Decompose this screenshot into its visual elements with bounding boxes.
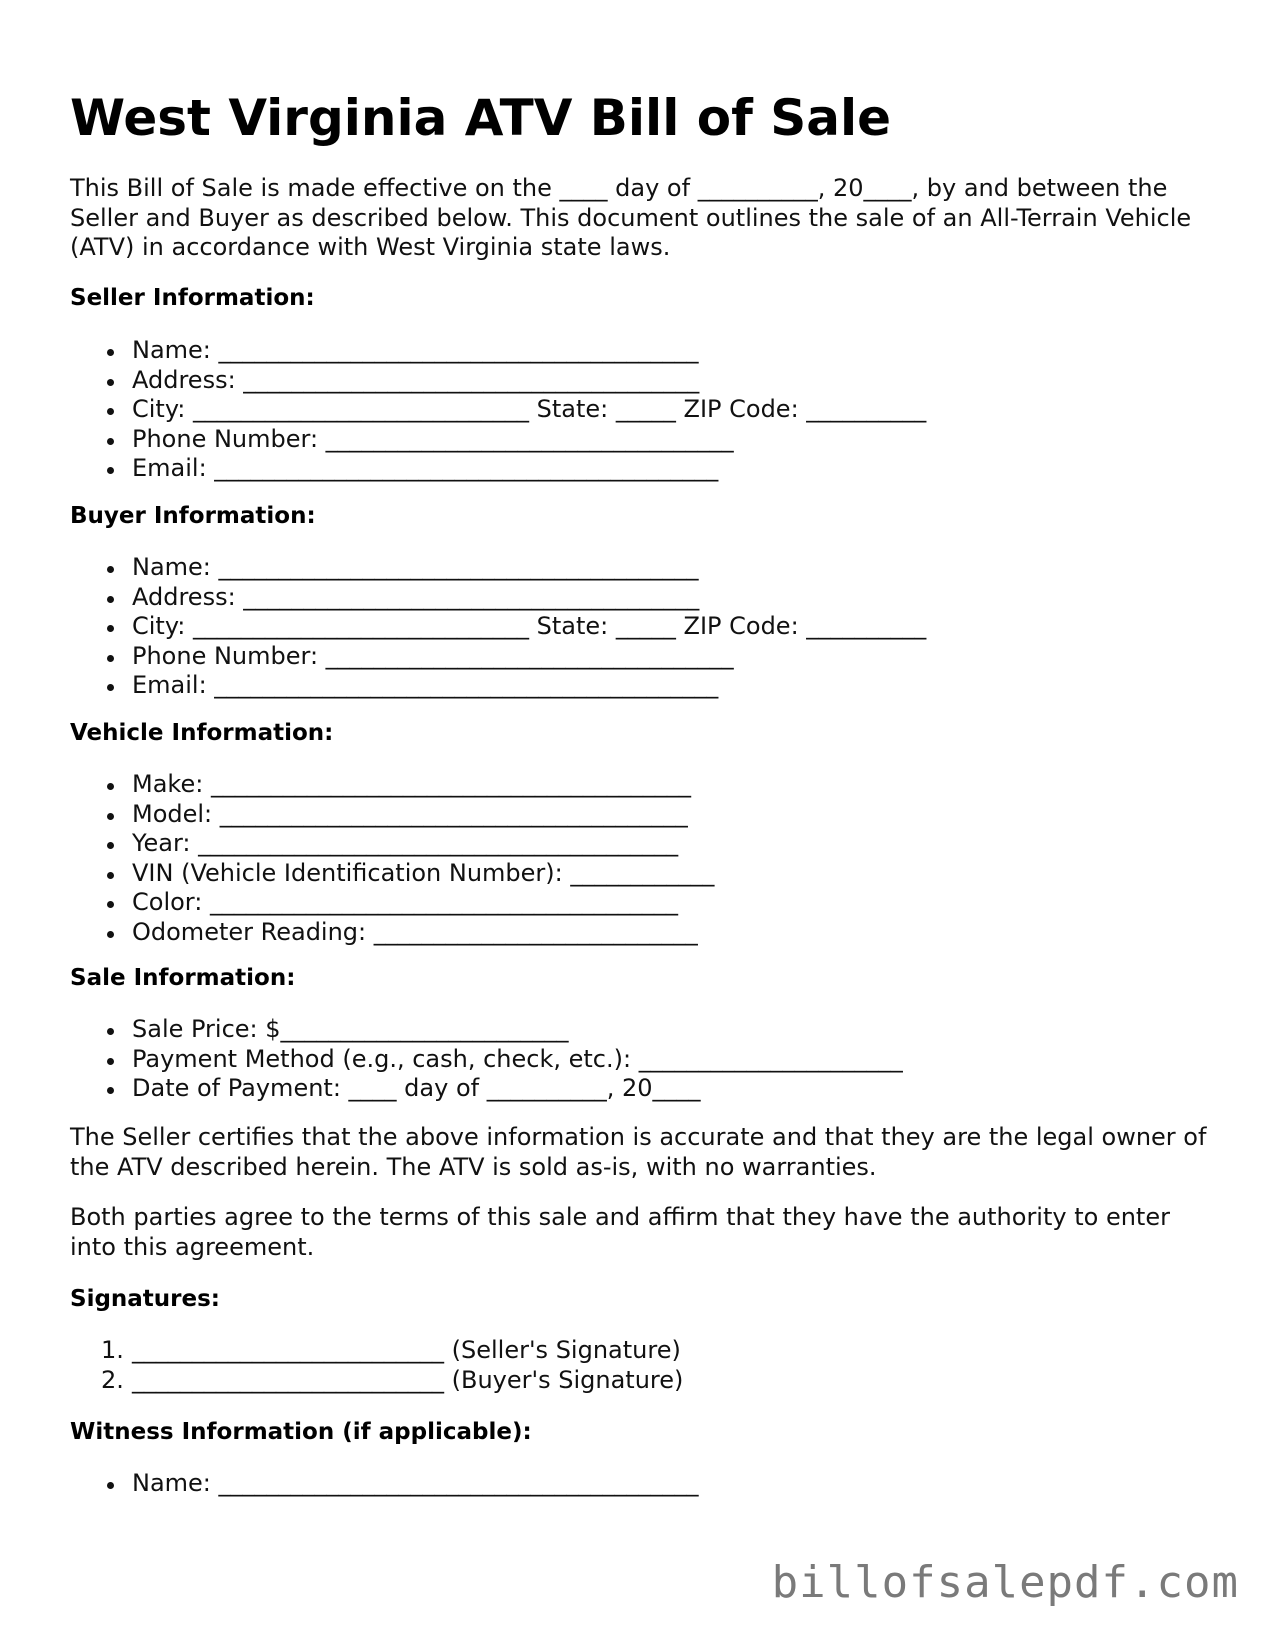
vehicle-odometer-field[interactable]: Odometer Reading: ___________________________ — [70, 918, 714, 948]
payment-method-field[interactable]: Payment Method (e.g., cash, check, etc.): ______________________ — [70, 1045, 903, 1075]
seller-field-list — [70, 336, 926, 484]
agreement-paragraph: Both parties agree to the terms of this sale and affirm that they have the authority to enter into this agreement. — [70, 1203, 1170, 1261]
sale-field-list — [70, 1015, 903, 1104]
witness-name-field[interactable]: Name: ________________________________________ — [70, 1469, 699, 1499]
buyer-heading: Buyer Information: — [70, 503, 316, 529]
signature-list — [70, 1336, 683, 1395]
sale-price-field[interactable]: Sale Price: $________________________ — [70, 1015, 903, 1045]
intro-paragraph: This Bill of Sale is made effective on the ____ day of __________, 20____, by and between the Seller and Buyer as described below. This document outlines the sale of an All-Terrain Vehicle (ATV) in accordance with West Virginia state laws. — [70, 174, 1192, 262]
buyer-city-state-zip-field[interactable]: City: ____________________________ State: _____ ZIP Code: __________ — [70, 612, 926, 642]
buyer-email-field[interactable]: Email: __________________________________________ — [70, 671, 926, 701]
buyer-phone-field[interactable]: Phone Number: __________________________________ — [70, 642, 926, 672]
vehicle-vin-field[interactable]: VIN (Vehicle Identification Number): ____________ — [70, 859, 714, 889]
vehicle-year-field[interactable]: Year: ________________________________________ — [70, 829, 714, 859]
vehicle-model-field[interactable]: Model: _______________________________________ — [70, 800, 714, 830]
vehicle-color-field[interactable]: Color: _______________________________________ — [70, 888, 714, 918]
site-watermark: billofsalepdf.com — [771, 1557, 1239, 1608]
buyer-field-list — [70, 553, 926, 701]
buyer-address-field[interactable]: Address: ______________________________________ — [70, 583, 926, 613]
buyer-name-field[interactable]: Name: ________________________________________ — [70, 553, 926, 583]
seller-phone-field[interactable]: Phone Number: __________________________________ — [70, 425, 926, 455]
payment-date-field[interactable]: Date of Payment: ____ day of __________, 20____ — [70, 1074, 903, 1104]
certification-paragraph: The Seller certifies that the above information is accurate and that they are the legal owner of the ATV described herein. The ATV is sold as-is, with no warranties. — [70, 1123, 1207, 1181]
signatures-heading: Signatures: — [70, 1286, 221, 1312]
signature-text: __________________________ (Buyer's Signature) — [132, 1365, 684, 1394]
signature-number: 1. — [101, 1336, 124, 1364]
seller-heading: Seller Information: — [70, 285, 315, 311]
seller-signature-line[interactable] — [70, 1336, 683, 1366]
signature-text: __________________________ (Seller's Signature) — [132, 1336, 681, 1364]
sale-heading: Sale Information: — [70, 965, 296, 991]
vehicle-field-list — [70, 770, 714, 948]
witness-heading: Witness Information (if applicable): — [70, 1419, 532, 1445]
seller-email-field[interactable]: Email: __________________________________________ — [70, 454, 926, 484]
seller-city-state-zip-field[interactable]: City: ____________________________ State: _____ ZIP Code: __________ — [70, 395, 926, 425]
seller-address-field[interactable]: Address: ______________________________________ — [70, 366, 926, 396]
document-title: West Virginia ATV Bill of Sale — [70, 89, 892, 147]
vehicle-make-field[interactable]: Make: ________________________________________ — [70, 770, 714, 800]
signature-number: 2. — [101, 1365, 124, 1394]
seller-name-field[interactable]: Name: ________________________________________ — [70, 336, 926, 366]
buyer-signature-line[interactable] — [70, 1366, 683, 1396]
witness-field-list — [70, 1469, 699, 1499]
vehicle-heading: Vehicle Information: — [70, 720, 334, 746]
